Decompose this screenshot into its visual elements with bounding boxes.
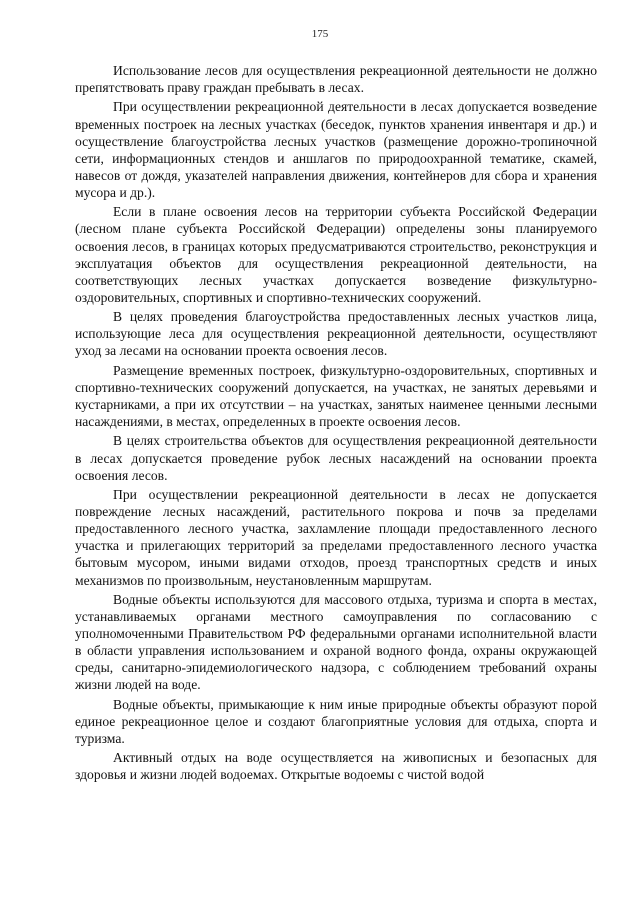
- paragraph: Использование лесов для осуществления рекреационной деятельности не должно препятствовать праву граждан пребывать в лесах.: [75, 63, 597, 96]
- paragraph: Размещение временных построек, физкультурно-оздоровительных, спортивных и спортивно-технических сооружений допускается, на участках, не занятых деревьями и кустарниками, а при их отсутствии – на участках, занятых наименее ценными лесными насаждениями, в местах, определенных в проекте освоения лесов.: [75, 362, 597, 430]
- paragraph: Если в плане освоения лесов на территории субъекта Российской Федерации (лесном плане субъекта Российской Федерации) определены зоны планируемого освоения лесов, в границах которых предусматриваются строительство, реконструкция и эксплуатация объектов для осуществления рекреационной деятельности, на соответствующих лесных участках допускается возведение физкультурно-оздоровительных, спортивных и спортивно-технических сооружений.: [75, 204, 597, 305]
- paragraph: При осуществлении рекреационной деятельности в лесах допускается возведение временных построек на лесных участках (беседок, пунктов хранения инвентаря и др.) и осуществление благоустройства лесных участков (размещение дорожно-тропиночной сети, информационных стендов и аншлагов по природоохранной тематике, скамей, навесов от дождя, указателей направления движения, контейнеров для сбора и хранения мусора и др.).: [75, 99, 597, 200]
- paragraph: Водные объекты используются для массового отдыха, туризма и спорта в местах, устанавливаемых органами местного самоуправления по согласованию с уполномоченными Правительством РФ федеральными органами исполнительной власти в области управления использованием и охраной водного фонда, охраны окружающей среды, санитарно-эпидемиологического надзора, с соблюдением требований охраны жизни людей на воде.: [75, 591, 597, 693]
- paragraph: При осуществлении рекреационной деятельности в лесах не допускается повреждение лесных насаждений, растительного покрова и почв за пределами предоставленного лесного участка, захламление площади предоставленного лесного участка и прилегающих территорий за пределами предоставленного лесного участка бытовым мусором, иными видами отходов, проезд транспортных средств и иных механизмов по произвольным, неустановленным маршрутам.: [75, 487, 597, 588]
- paragraph: Активный отдых на воде осуществляется на живописных и безопасных для здоровья и жизни людей водоемах. Открытые водоемы с чистой водой: [75, 750, 597, 783]
- paragraph: В целях проведения благоустройства предоставленных лесных участков лица, использующие леса для осуществления рекреационной деятельности, осуществляют уход за лесами на основании проекта освоения лесов.: [75, 309, 597, 359]
- page-number: 175: [311, 28, 329, 40]
- paragraph: Водные объекты, примыкающие к ним иные природные объекты образуют порой единое рекреационное целое и создают благоприятные условия для отдыха, спорта и туризма.: [75, 696, 597, 746]
- body-text: [75, 62, 597, 786]
- paragraph: В целях строительства объектов для осуществления рекреационной деятельности в лесах допускается проведение рубок лесных насаждений на основании проекта освоения лесов.: [75, 433, 597, 483]
